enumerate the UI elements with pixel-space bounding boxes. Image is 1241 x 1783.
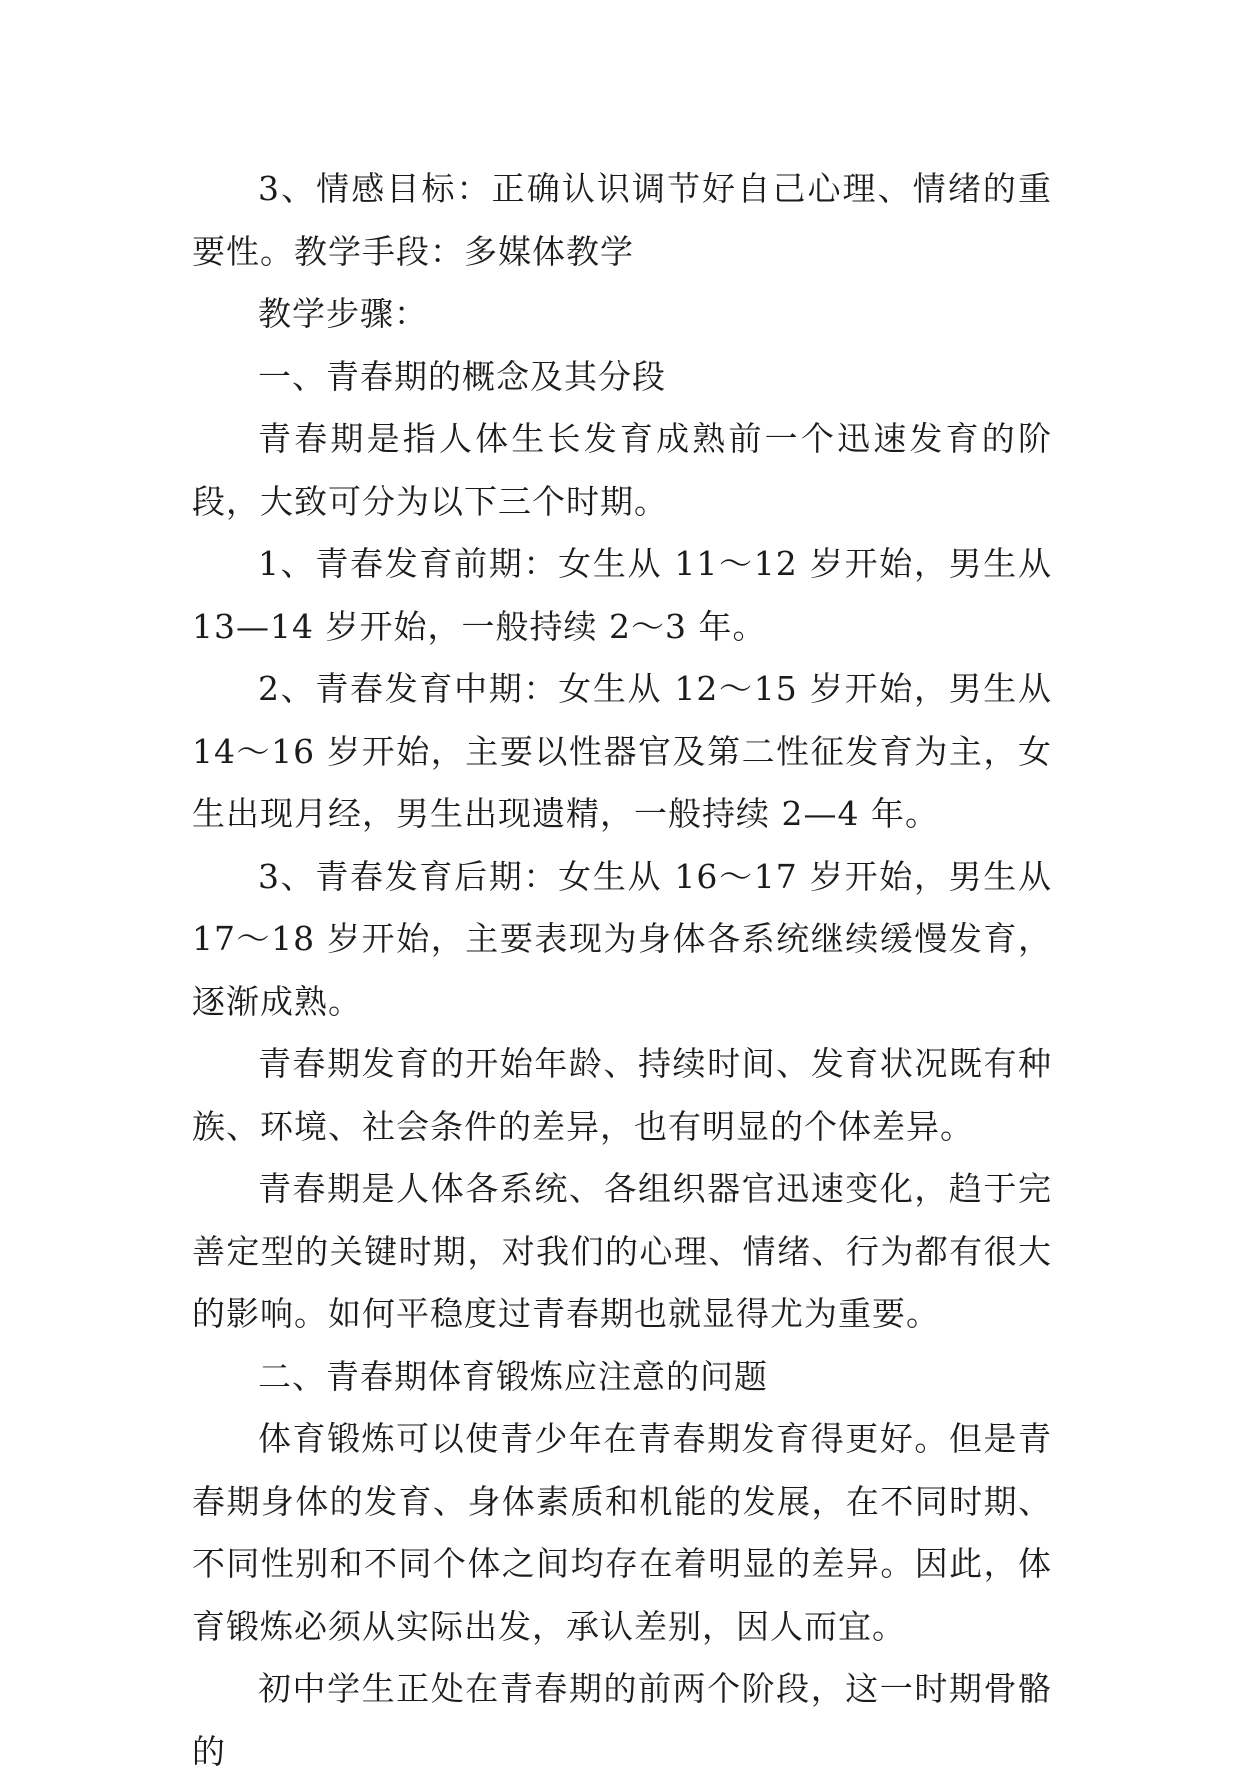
paragraph-key-period: 青春期是人体各系统、各组织器官迅速变化，趋于完善定型的关键时期，对我们的心理、情绪、行为都有很大的影响。如何平稳度过青春期也就显得尤为重要。 — [192, 1169, 1052, 1333]
paragraph-emotional-goal: 3、情感目标：正确认识调节好自己心理、情绪的重要性。教学手段：多媒体教学 — [192, 169, 1052, 271]
paragraph-early-stage: 1、青春发育前期：女生从 11～12 岁开始，男生从 13—14 岁开始，一般持续 2～3 年。 — [192, 544, 1052, 646]
paragraph-middle-stage: 2、青春发育中期：女生从 12～15 岁开始，男生从 14～16 岁开始，主要以性器官及第二性征发育为主，女生出现月经，男生出现遗精，一般持续 2—4 年。 — [192, 669, 1052, 833]
paragraph-adolescence-definition: 青春期是指人体生长发育成熟前一个迅速发育的阶段，大致可分为以下三个时期。 — [192, 419, 1052, 521]
paragraph-individual-differences: 青春期发育的开始年龄、持续时间、发育状况既有种族、环境、社会条件的差异，也有明显的个体差异。 — [192, 1044, 1052, 1146]
section-heading-adolescence-concept: 一、青春期的概念及其分段 — [258, 356, 666, 396]
paragraph-late-stage: 3、青春发育后期：女生从 16～17 岁开始，男生从 17～18 岁开始，主要表现为身体各系统继续缓慢发育，逐渐成熟。 — [192, 856, 1052, 1021]
paragraph-exercise-benefits: 体育锻炼可以使青少年在青春期发育得更好。但是青春期身体的发育、身体素质和机能的发展，在不同时期、不同性别和不同个体之间均存在着明显的差异。因此，体育锻炼必须从实际出发，承认差别，因人而宜。 — [192, 1419, 1052, 1646]
section-heading-exercise-issues: 二、青春期体育锻炼应注意的问题 — [258, 1356, 768, 1396]
paragraph-middle-school-students: 初中学生正处在青春期的前两个阶段，这一时期骨骼的 — [192, 1669, 1052, 1771]
document-body — [192, 158, 1052, 1783]
paragraph-teaching-steps-heading: 教学步骤： — [258, 294, 428, 333]
